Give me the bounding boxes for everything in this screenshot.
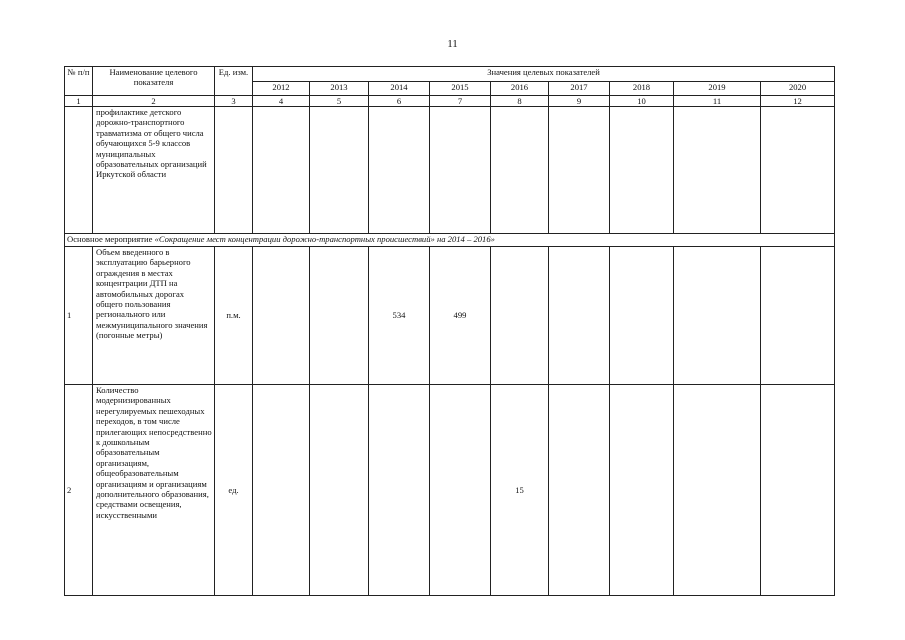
header-num: № п/п — [65, 67, 93, 96]
column-number: 3 — [215, 96, 253, 107]
section-name: «Сокращение мест концентрации дорожно-транспортных происшествий» на 2014 – 2016» — [154, 234, 495, 244]
column-number: 2 — [93, 96, 215, 107]
page-number: 11 — [447, 38, 458, 50]
indicators-table — [64, 66, 835, 596]
header-year: 2018 — [610, 82, 674, 96]
value-2014 — [369, 385, 430, 596]
header-year: 2015 — [430, 82, 491, 96]
column-number: 7 — [430, 96, 491, 107]
value-2013 — [310, 247, 369, 385]
header-year: 2020 — [761, 82, 835, 96]
value-2015: 499 — [430, 247, 491, 385]
value-2020 — [761, 247, 835, 385]
column-number: 4 — [253, 96, 310, 107]
header-name: Наименование целевого показателя — [93, 67, 215, 96]
row-unit: п.м. — [215, 247, 253, 385]
continued-row — [65, 107, 835, 234]
indicator-name: Объем введенного в эксплуатацию барьерного ограждения в местах концентрации ДТП на автомобильных дорогах общего пользования регионального или межмуниципального значения (погонные метры) — [93, 247, 215, 385]
value-2018 — [610, 385, 674, 596]
value-2012 — [253, 385, 310, 596]
indicator-name: Количество модернизированных нерегулируемых пешеходных переходов, в том числе прилегающих непосредственно к дошкольным образовательным организациям, общеобразовательным организациям и организациям дополнительного образования, средствами освещения, искусственными — [93, 385, 215, 596]
header-year: 2014 — [369, 82, 430, 96]
header-year: 2013 — [310, 82, 369, 96]
row-number: 2 — [65, 385, 93, 596]
value-2015 — [430, 385, 491, 596]
value-2016 — [491, 247, 549, 385]
value-2012 — [253, 247, 310, 385]
value-2014: 534 — [369, 247, 430, 385]
header-year: 2019 — [674, 82, 761, 96]
header-year: 2016 — [491, 82, 549, 96]
row-unit: ед. — [215, 385, 253, 596]
value-2018 — [610, 247, 674, 385]
value-2013 — [310, 385, 369, 596]
indicator-name: профилактике детского дорожно-транспортного травматизма от общего числа обучающихся 5-9 классов муниципальных образовательных организаций Иркутской области — [93, 107, 215, 234]
header-year: 2012 — [253, 82, 310, 96]
table-row — [65, 247, 835, 385]
column-number: 11 — [674, 96, 761, 107]
header-values: Значения целевых показателей — [253, 67, 835, 82]
column-number: 5 — [310, 96, 369, 107]
value-2017 — [549, 247, 610, 385]
column-number: 8 — [491, 96, 549, 107]
section-prefix: Основное мероприятие — [67, 234, 155, 244]
value-2020 — [761, 385, 835, 596]
value-2019 — [674, 247, 761, 385]
header-year: 2017 — [549, 82, 610, 96]
value-2017 — [549, 385, 610, 596]
header-row — [65, 67, 835, 82]
column-number: 1 — [65, 96, 93, 107]
section-title — [65, 234, 835, 247]
value-2019 — [674, 385, 761, 596]
section-row — [65, 234, 835, 247]
column-number: 12 — [761, 96, 835, 107]
column-number: 6 — [369, 96, 430, 107]
table-row — [65, 385, 835, 596]
row-number: 1 — [65, 247, 93, 385]
column-number: 10 — [610, 96, 674, 107]
column-number: 9 — [549, 96, 610, 107]
header-unit: Ед. изм. — [215, 67, 253, 96]
column-numbers-row — [65, 96, 835, 107]
value-2016: 15 — [491, 385, 549, 596]
